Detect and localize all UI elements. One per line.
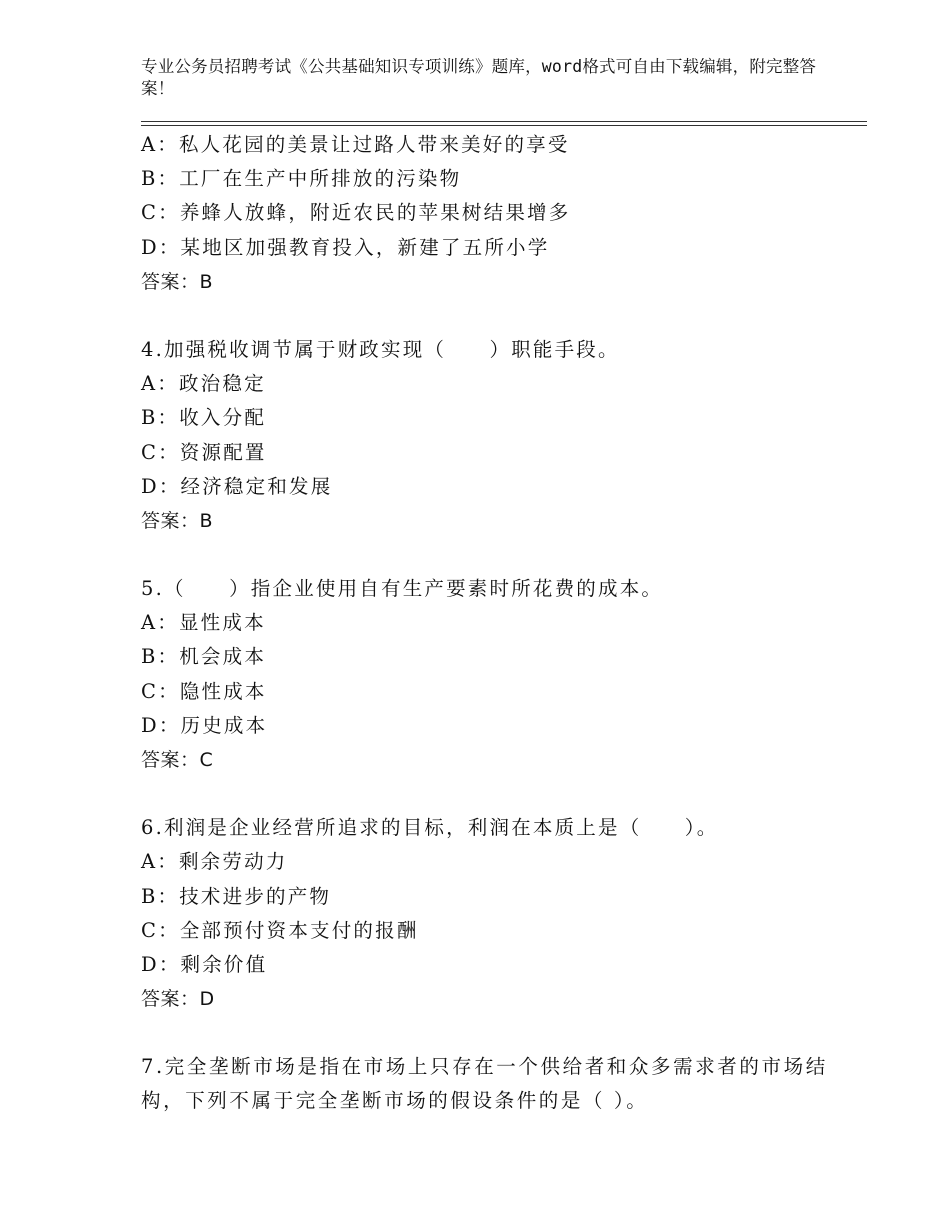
option-a: A：剩余劳动力 (141, 850, 288, 874)
question-7 (141, 1050, 831, 1118)
option-d: D：某地区加强教育投入，新建了五所小学 (141, 235, 550, 259)
question-stem: 4.加强税收调节属于财政实现（ ）职能手段。 (141, 337, 620, 361)
option-a: A：显性成本 (141, 611, 266, 635)
option-c: C：资源配置 (141, 440, 267, 464)
option-a: A：私人花园的美景让过路人带来美好的享受 (141, 133, 570, 156)
answer-line: 答案：B (141, 270, 214, 293)
option-b: B：工厂在生产中所排放的污染物 (141, 167, 462, 191)
spacer (141, 299, 831, 333)
spacer (141, 1016, 831, 1050)
question-5 (141, 572, 831, 777)
option-a: A：政治稳定 (141, 372, 266, 396)
option-c: C：养蜂人放蜂，附近农民的苹果树结果增多 (141, 201, 571, 225)
option-c: C：全部预付资本支付的报酬 (141, 918, 419, 942)
spacer (141, 777, 831, 811)
header-rule (141, 121, 867, 122)
option-d: D：经济稳定和发展 (141, 474, 333, 498)
question-list (141, 128, 831, 1118)
answer-line: 答案：D (141, 988, 215, 1011)
option-b: B：技术进步的产物 (141, 884, 332, 908)
option-d: D：剩余价值 (141, 952, 268, 976)
question-3-continued (141, 128, 831, 299)
question-4 (141, 333, 831, 538)
question-stem: 7.完全垄断市场是指在市场上只存在一个供给者和众多需求者的市场结构，下列不属于完全垄断市场的假设条件的是（ ）。 (141, 1055, 828, 1113)
spacer (141, 538, 831, 572)
header-rule-secondary (141, 125, 867, 126)
option-b: B：收入分配 (141, 406, 267, 430)
question-stem: 6.利润是企业经营所追求的目标，利润在本质上是（ ）。 (141, 816, 719, 840)
question-stem: 5.（ ）指企业使用自有生产要素时所花费的成本。 (141, 577, 664, 601)
answer-line: 答案：B (141, 509, 214, 532)
option-c: C：隐性成本 (141, 679, 267, 703)
option-b: B：机会成本 (141, 645, 267, 669)
option-d: D：历史成本 (141, 713, 268, 737)
question-6 (141, 811, 831, 1016)
answer-line: 答案：C (141, 749, 214, 771)
document-header: 专业公务员招聘考试《公共基础知识专项训练》题库，word格式可自由下载编辑，附完整答案！ (141, 57, 817, 98)
